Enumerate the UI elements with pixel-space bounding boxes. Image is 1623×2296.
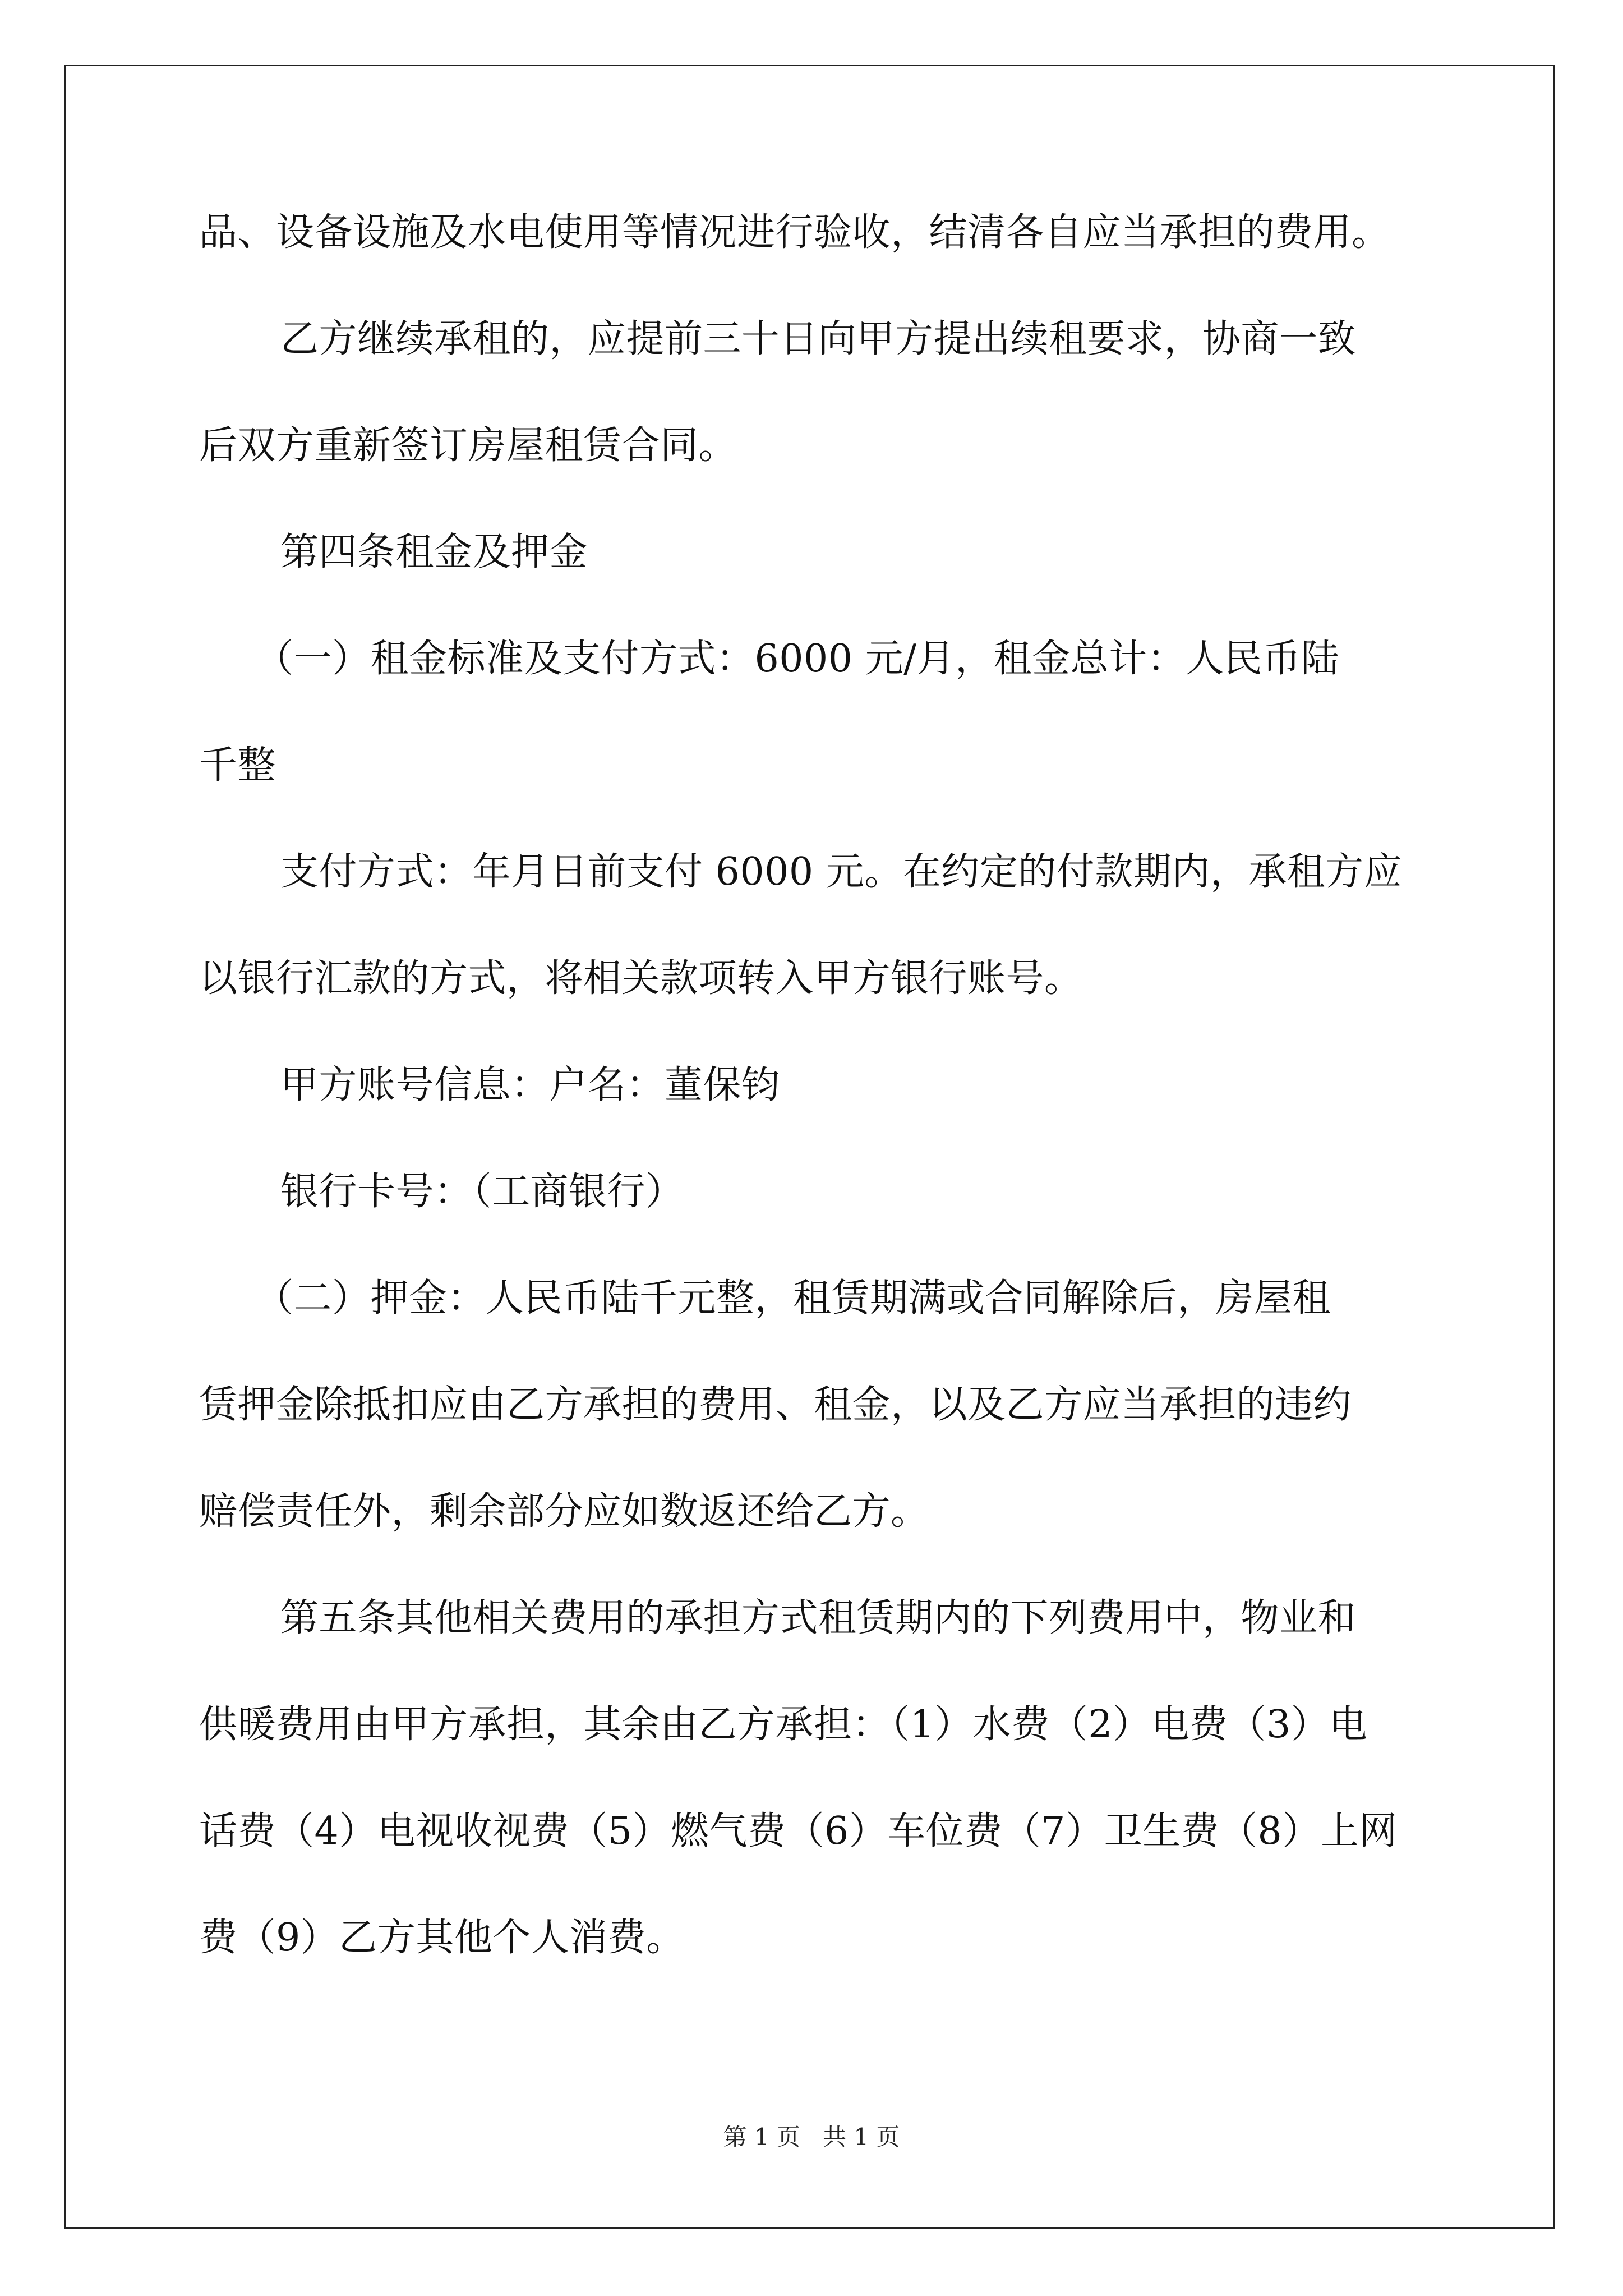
text-line: 以银行汇款的方式，将相关款项转入甲方银行账号。 [199,956,1083,1001]
text-line: 赁押金除抵扣应由乙方承担的费用、租金，以及乙方应当承担的违约 [199,1383,1352,1427]
text-line: 供暖费用由甲方承担，其余由乙方承担：（1）水费（2）电费（3）电 [199,1703,1368,1747]
text-line: 后双方重新签订房屋租赁合同。 [199,424,737,468]
text-line: 赔偿责任外，剩余部分应如数返还给乙方。 [199,1489,929,1534]
text-line: 甲方账号信息：户名：董保钧 [280,1063,780,1107]
page-border [64,65,1555,2229]
text-line: 品、设备设施及水电使用等情况进行验收，结清各自应当承担的费用。 [199,210,1390,255]
section-heading: 第五条其他相关费用的承担方式租赁期内的下列费用中，物业和 [280,1596,1357,1640]
text-line: 支付方式：年月日前支付 6000 元。在约定的付款期内，承租方应 [280,850,1403,894]
text-line: 银行卡号：（工商银行） [280,1170,684,1214]
text-line: 费（9）乙方其他个人消费。 [199,1916,685,1960]
page-total: 共 1 页 [823,2123,900,2151]
text-line: （一）租金标准及支付方式：6000 元/月，租金总计：人民币陆 [255,637,1340,681]
text-line: 乙方继续承租的，应提前三十日向甲方提出续租要求，协商一致 [280,317,1357,361]
text-line: 千整 [199,743,276,788]
text-line: （二）押金：人民币陆千元整，租赁期满或合同解除后，房屋租 [255,1276,1331,1320]
page-number: 第 1 页 [723,2123,800,2151]
text-line: 话费（4）电视收视费（5）燃气费（6）车位费（7）卫生费（8）上网 [199,1809,1398,1853]
section-heading: 第四条租金及押金 [280,530,588,574]
page-footer [0,2120,1623,2154]
